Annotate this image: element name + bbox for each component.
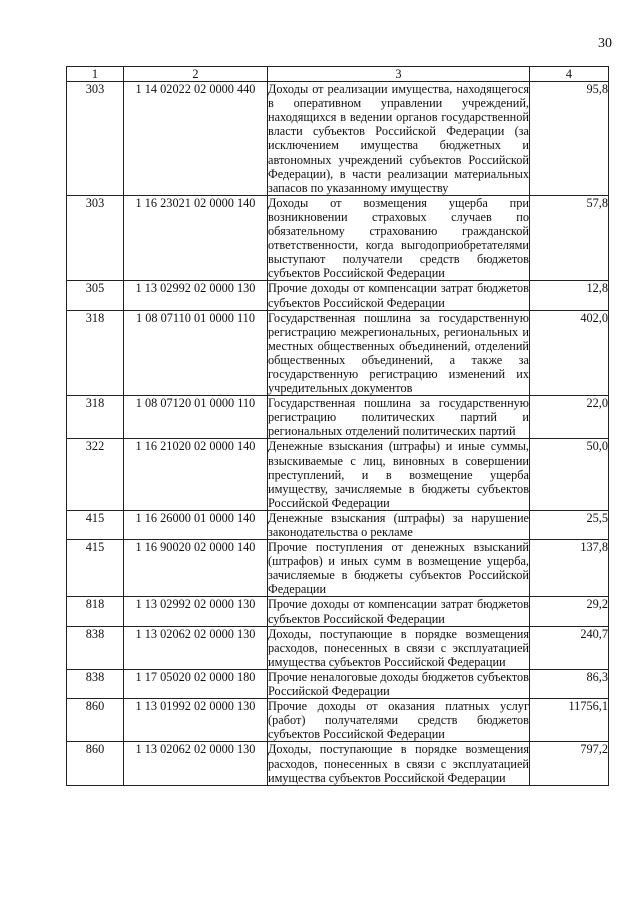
table-row: [67, 396, 609, 439]
column-header: 2: [124, 67, 268, 82]
table-row: [67, 669, 609, 698]
budget-code-cell: 1 17 05020 02 0000 180: [124, 669, 268, 698]
table-row: [67, 439, 609, 510]
table-row: [67, 510, 609, 539]
table-row: [67, 310, 609, 396]
income-name-cell: Государственная пошлина за государственную регистрацию политических партий и региональных отделений политических партий: [268, 396, 529, 439]
admin-code-cell: 818: [67, 597, 124, 626]
income-name-cell: Денежные взыскания (штрафы) за нарушение законодательства о рекламе: [268, 510, 529, 539]
income-name-cell: Прочие неналоговые доходы бюджетов субъектов Российской Федерации: [268, 669, 529, 699]
admin-code-cell: 318: [67, 310, 124, 396]
budget-code-cell: 1 13 02992 02 0000 130: [124, 281, 268, 310]
column-header: 3: [268, 67, 530, 82]
column-header: 4: [530, 67, 609, 82]
income-name-cell: Государственная пошлина за государственную регистрацию межрегиональных, региональных и местных общественных объединений, отделений общественных объединений, а также за государственную регистрацию изменений их учредительных документов: [268, 310, 529, 396]
amount-cell: 240,7: [530, 626, 609, 669]
amount-cell: 11756,1: [530, 699, 609, 742]
budget-code-cell: 1 13 01992 02 0000 130: [124, 699, 268, 742]
budget-code-cell: 1 13 02062 02 0000 130: [124, 742, 268, 785]
income-name-cell: Доходы, поступающие в порядке возмещения расходов, понесенных в связи с эксплуатацией имущества субъектов Российской Федерации: [268, 742, 529, 785]
admin-code-cell: 318: [67, 396, 124, 439]
table-row: [67, 82, 609, 196]
budget-code-cell: 1 08 07110 01 0000 110: [124, 310, 268, 396]
income-name-cell: Доходы, поступающие в порядке возмещения расходов, понесенных в связи с эксплуатацией имущества субъектов Российской Федерации: [268, 626, 529, 669]
income-name-cell: Доходы от реализации имущества, находящегося в оперативном управлении учреждений, находящихся в ведении органов государственной власти субъектов Российской Федерации (за исключением имущества бюджетных и автономных учреждений субъектов Российской Федерации), в части реализации материальных запасов по указанному имуществу: [268, 82, 529, 195]
table-header-row: [67, 67, 609, 82]
amount-cell: 12,8: [530, 281, 609, 310]
table-row: [67, 195, 609, 281]
amount-cell: 57,8: [530, 195, 609, 281]
admin-code-cell: 860: [67, 699, 124, 742]
admin-code-cell: 838: [67, 669, 124, 698]
admin-code-cell: 322: [67, 439, 124, 510]
budget-code-cell: 1 16 21020 02 0000 140: [124, 439, 268, 510]
table-row: [67, 540, 609, 597]
amount-cell: 86,3: [530, 669, 609, 698]
income-name-cell: Прочие доходы от компенсации затрат бюджетов субъектов Российской Федерации: [268, 281, 529, 310]
page-number: 30: [598, 36, 612, 51]
admin-code-cell: 838: [67, 626, 124, 669]
admin-code-cell: 305: [67, 281, 124, 310]
amount-cell: 797,2: [530, 742, 609, 785]
budget-code-cell: 1 13 02062 02 0000 130: [124, 626, 268, 669]
income-name-cell: Денежные взыскания (штрафы) и иные суммы, взыскиваемые с лиц, виновных в совершении преступлений, и в возмещение ущерба имуществу, зачисляемые в бюджеты субъектов Российской Федерации: [268, 439, 529, 510]
amount-cell: 29,2: [530, 597, 609, 626]
admin-code-cell: 860: [67, 742, 124, 785]
table-row: [67, 699, 609, 742]
budget-code-cell: 1 14 02022 02 0000 440: [124, 82, 268, 196]
table-row: [67, 626, 609, 669]
amount-cell: 25,5: [530, 510, 609, 539]
budget-code-cell: 1 16 90020 02 0000 140: [124, 540, 268, 597]
income-name-cell: Прочие доходы от оказания платных услуг (работ) получателями средств бюджетов субъектов Российской Федерации: [268, 699, 529, 742]
table-row: [67, 281, 609, 310]
income-name-cell: Доходы от возмещения ущерба при возникновении страховых случаев по обязательному страхованию гражданской ответственности, когда выгодоприобретателями выступают получатели средств бюджетов субъектов Российской Федерации: [268, 195, 529, 281]
budget-code-cell: 1 16 26000 01 0000 140: [124, 510, 268, 539]
amount-cell: 50,0: [530, 439, 609, 510]
amount-cell: 137,8: [530, 540, 609, 597]
table-row: [67, 742, 609, 785]
admin-code-cell: 303: [67, 195, 124, 281]
admin-code-cell: 415: [67, 540, 124, 597]
admin-code-cell: 303: [67, 82, 124, 196]
budget-code-cell: 1 16 23021 02 0000 140: [124, 195, 268, 281]
revenue-table: [66, 66, 609, 786]
table-row: [67, 597, 609, 626]
column-header: 1: [67, 67, 124, 82]
budget-code-cell: 1 13 02992 02 0000 130: [124, 597, 268, 626]
admin-code-cell: 415: [67, 510, 124, 539]
budget-code-cell: 1 08 07120 01 0000 110: [124, 396, 268, 439]
income-name-cell: Прочие поступления от денежных взысканий (штрафов) и иных сумм в возмещение ущерба, зачисляемые в бюджеты субъектов Российской Федерации: [268, 540, 529, 597]
amount-cell: 95,8: [530, 82, 609, 196]
income-name-cell: Прочие доходы от компенсации затрат бюджетов субъектов Российской Федерации: [268, 597, 529, 626]
amount-cell: 402,0: [530, 310, 609, 396]
amount-cell: 22,0: [530, 396, 609, 439]
